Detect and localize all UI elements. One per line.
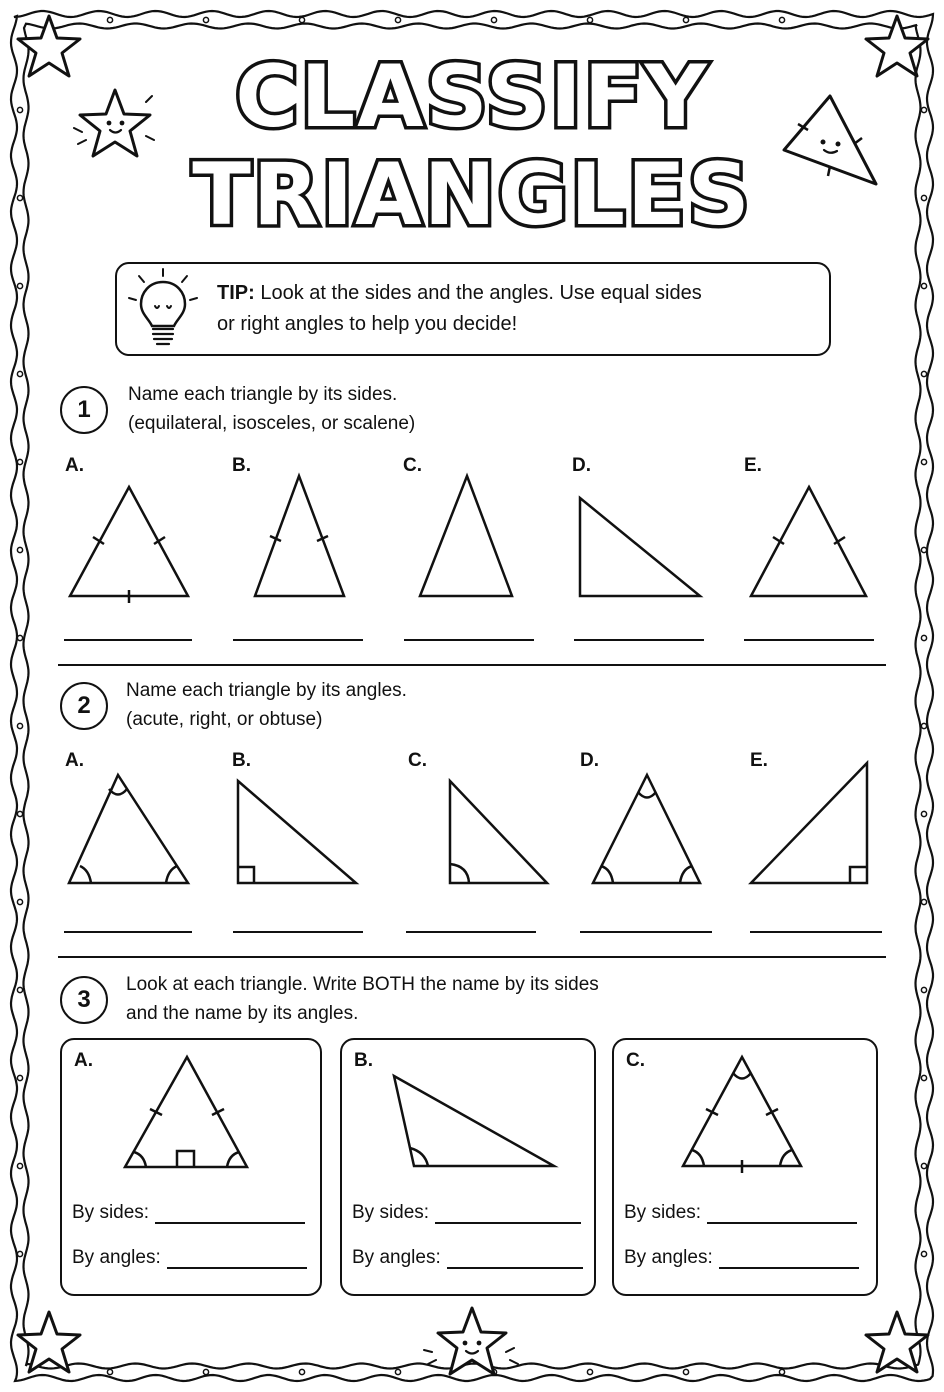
q3-triangle-b xyxy=(342,1040,594,1190)
q2-answer-e[interactable] xyxy=(750,931,882,933)
by-angles-label: By angles: xyxy=(624,1247,713,1268)
corner-star-icon xyxy=(14,1308,84,1378)
q3-card-c xyxy=(612,1038,878,1296)
by-sides-label: By sides: xyxy=(624,1202,702,1223)
q2-triangle-c xyxy=(450,781,547,883)
q1-label-a: A. xyxy=(65,455,84,476)
question-3-instructions xyxy=(126,970,599,1028)
bottom-star-icon xyxy=(418,1304,526,1384)
corner-star-icon xyxy=(862,1308,932,1378)
q2-answer-c[interactable] xyxy=(406,931,536,933)
q2-label-b: B. xyxy=(232,750,251,771)
q3-card-a-sides-row xyxy=(72,1202,305,1224)
q2-triangle-d xyxy=(593,775,700,883)
by-sides-label: By sides: xyxy=(352,1202,430,1223)
q2-label-c: C. xyxy=(408,750,427,771)
q2-answer-d[interactable] xyxy=(580,931,712,933)
q2-label-a: A. xyxy=(65,750,84,771)
q3-triangle-c xyxy=(614,1040,876,1190)
q3-card-b-angles-row xyxy=(352,1247,583,1269)
q3-c-angles-answer[interactable] xyxy=(719,1249,859,1269)
question-1-line-2: (equilateral, isosceles, or scalene) xyxy=(128,413,416,434)
page-title-line-1: CLASSIFY xyxy=(235,47,709,147)
q1-label-e: E. xyxy=(744,455,762,476)
q3-card-a xyxy=(60,1038,322,1296)
q3-b-sides-answer[interactable] xyxy=(435,1204,581,1224)
q3-card-b xyxy=(340,1038,596,1296)
q3-card-b-label: B. xyxy=(354,1050,373,1071)
q3-b-angles-answer[interactable] xyxy=(447,1249,583,1269)
q3-triangle-a xyxy=(62,1040,320,1190)
q2-triangle-e xyxy=(751,763,867,883)
tip-label: TIP: xyxy=(217,282,255,304)
question-1-number: 1 xyxy=(60,386,108,434)
q3-a-angles-answer[interactable] xyxy=(167,1249,307,1269)
tip-line-1: Look at the sides and the angles. Use equal sides xyxy=(260,282,702,304)
by-angles-label: By angles: xyxy=(72,1247,161,1268)
question-2-line-1: Name each triangle by its angles. xyxy=(126,680,407,701)
q2-answer-b[interactable] xyxy=(233,931,363,933)
q1-label-b: B. xyxy=(232,455,251,476)
q3-card-c-label: C. xyxy=(626,1050,645,1071)
q3-card-c-angles-row xyxy=(624,1247,859,1269)
tip-line-2: or right angles to help you decide! xyxy=(217,313,518,335)
by-sides-label: By sides: xyxy=(72,1202,150,1223)
q3-card-c-sides-row xyxy=(624,1202,857,1224)
question-3-line-2: and the name by its angles. xyxy=(126,1003,359,1024)
q3-card-a-label: A. xyxy=(74,1050,93,1071)
q1-label-c: C. xyxy=(403,455,422,476)
q3-a-sides-answer[interactable] xyxy=(155,1204,305,1224)
question-3-number: 3 xyxy=(60,976,108,1024)
question-2-line-2: (acute, right, or obtuse) xyxy=(126,709,323,730)
q2-answer-a[interactable] xyxy=(64,931,192,933)
q3-c-sides-answer[interactable] xyxy=(707,1204,857,1224)
question-3-line-1: Look at each triangle. Write BOTH the name by its sides xyxy=(126,974,599,995)
section-divider xyxy=(58,956,886,958)
q1-label-d: D. xyxy=(572,455,591,476)
q2-label-e: E. xyxy=(750,750,768,771)
page-title-line-2: TRIANGLES xyxy=(192,145,752,245)
q2-label-d: D. xyxy=(580,750,599,771)
q3-card-b-sides-row xyxy=(352,1202,581,1224)
q2-triangle-a xyxy=(69,775,188,883)
q2-triangle-b xyxy=(238,781,356,883)
question-1-line-1: Name each triangle by its sides. xyxy=(128,384,398,405)
by-angles-label: By angles: xyxy=(352,1247,441,1268)
question-2-number: 2 xyxy=(60,682,108,730)
q3-card-a-angles-row xyxy=(72,1247,307,1269)
